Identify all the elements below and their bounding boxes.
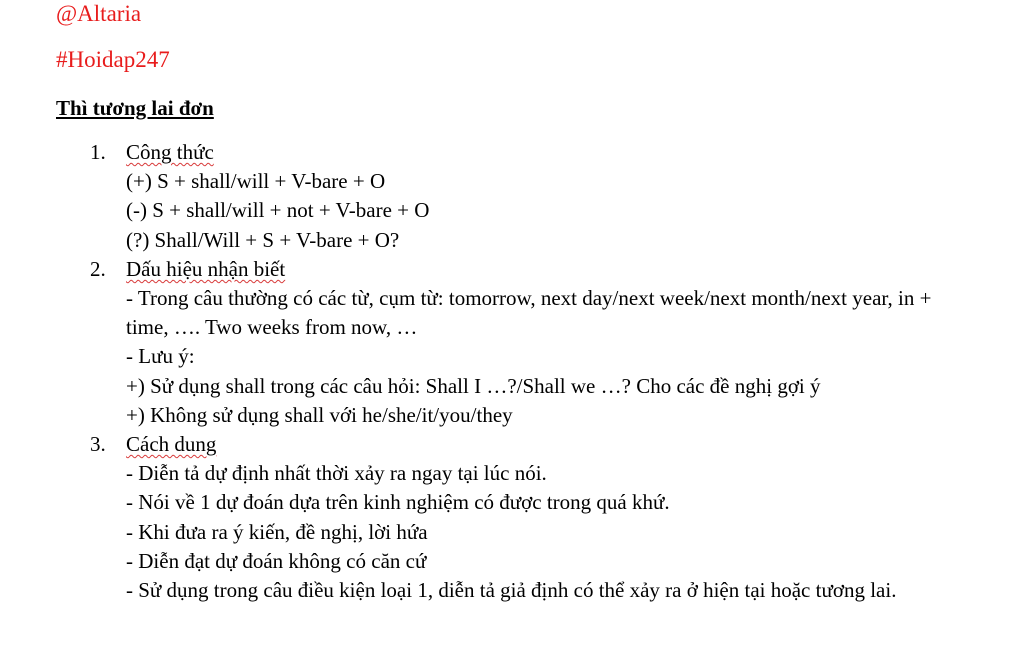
- section-title: Công thức: [126, 140, 214, 164]
- numbered-list: [90, 138, 970, 605]
- section-title: Cách dung: [126, 432, 217, 457]
- body-line: - Diễn tả dự định nhất thời xảy ra ngay tại lúc nói.: [126, 461, 547, 486]
- list-number: 3.: [90, 432, 106, 457]
- author-handle: @Altaria: [56, 1, 142, 26]
- formula-line: (+) S + shall/will + V-bare + O: [126, 169, 386, 194]
- body-line: - Lưu ý:: [126, 344, 195, 369]
- body-line: - Diễn đạt dự đoán không có căn cứ: [126, 548, 427, 573]
- document-heading: Thì tương lai đơn: [56, 96, 214, 120]
- body-line: - Sử dụng trong câu điều kiện loại 1, diễn tả giả định có thể xảy ra ở hiện tại hoặc tương lai.: [126, 578, 897, 603]
- body-line: - Khi đưa ra ý kiến, đề nghị, lời hứa: [126, 519, 428, 544]
- list-number: 2.: [90, 256, 106, 281]
- body-line: +) Không sử dụng shall với he/she/it/you/they: [126, 402, 513, 427]
- body-line: - Trong câu thường có các từ, cụm từ: tomorrow, next day/next week/next month/next year, in + time, …. Two weeks from now, …: [126, 286, 932, 340]
- list-item-usage: [90, 430, 970, 605]
- list-item-formula: [90, 138, 970, 255]
- list-item-signs: [90, 255, 970, 430]
- formula-line: (?) Shall/Will + S + V-bare + O?: [126, 227, 400, 252]
- list-number: 1.: [90, 140, 106, 164]
- section-title: Dấu hiệu nhận biết: [126, 256, 286, 281]
- formula-line: (-) S + shall/will + not + V-bare + O: [126, 198, 430, 223]
- body-line: +) Sử dụng shall trong các câu hỏi: Shall I …?/Shall we …? Cho các đề nghị gợi ý: [126, 373, 821, 398]
- body-line: - Nói về 1 dự đoán dựa trên kinh nghiệm có được trong quá khứ.: [126, 490, 670, 515]
- hashtag: #Hoidap247: [56, 47, 170, 72]
